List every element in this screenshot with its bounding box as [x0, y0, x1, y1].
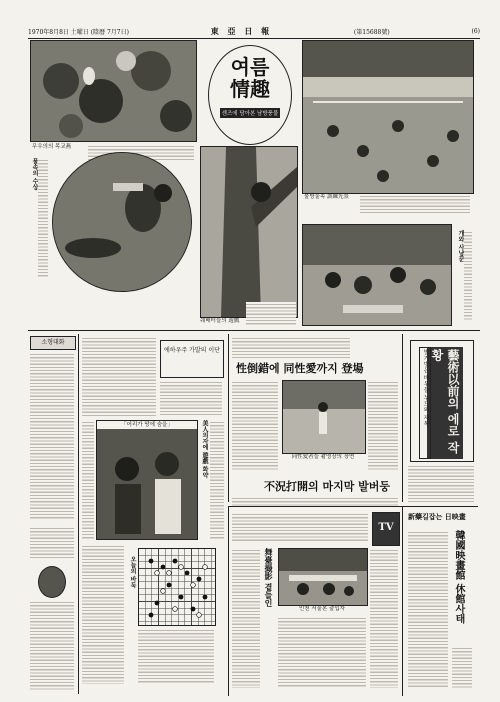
lotus-pond-image: [31, 41, 196, 141]
right-text-2: [452, 646, 472, 688]
article-column-3: [210, 420, 224, 540]
feature-title-top: 여름: [230, 55, 270, 79]
feature-title-bottom: 情趣: [230, 77, 270, 101]
issue-info: 1970年8月8日 土曜日 (陰曆 7月7日): [28, 28, 129, 36]
tv-headline: 舞臺撮影 곁들인: [264, 548, 274, 607]
sport-caption: 同性愛者들 촬영장의 장면: [282, 454, 364, 461]
photo-movie-still: [96, 420, 198, 540]
go-board: [138, 548, 216, 626]
column-rule-3: [402, 334, 403, 502]
edition-info: (第15688號): [353, 28, 390, 36]
photo-performer: [282, 380, 366, 454]
swim-training-image: [303, 41, 473, 193]
stage-image: [279, 549, 367, 605]
performer-image: [283, 381, 365, 453]
movie-still-image: [97, 429, 197, 540]
movie-box-title: 에하우주 가발의 이단: [164, 347, 220, 354]
sidebar-heading: 소형대화: [41, 339, 65, 346]
movie-caption: 「어리가 땅에 숨을」: [97, 421, 197, 429]
tv-text-2: [232, 548, 260, 688]
right-banner-title: 藝術以前의 에로 작황: [427, 347, 463, 459]
feature-subtitle: 센즈에 담아본 남방풍물: [220, 108, 281, 118]
tv-tag-box: [372, 512, 400, 546]
swim-caption-text: [360, 194, 470, 214]
sidebar-heading-box: [30, 336, 76, 350]
dog-caption: 개와 사냥꾼: [457, 230, 464, 263]
column-rule-5: [402, 506, 403, 696]
headline-2: 不況打開의 마지막 발버둥: [264, 480, 391, 493]
tv-text-3: [278, 616, 366, 688]
diver-label: 물속의 수상: [31, 158, 38, 191]
tree-monkey-image: [201, 147, 297, 317]
photo-hunters: [302, 224, 452, 326]
right-text-1: [408, 530, 448, 688]
right-headline: 韓國映畫館 休館사태: [453, 530, 464, 624]
masthead: [28, 24, 480, 39]
diver-caption-text: [38, 158, 48, 278]
photo-tree-monkey: [200, 146, 298, 318]
column-rule-2: [228, 334, 229, 502]
sidebar-text-3: [30, 600, 74, 690]
hunters-image: [303, 225, 451, 325]
article-column-2: [160, 380, 222, 416]
go-stones: [139, 549, 215, 625]
tree-caption-text: [246, 302, 296, 326]
right-banner: [410, 340, 474, 462]
article-column-7: [232, 496, 398, 506]
paper-name: 東 亞 日 報: [210, 25, 273, 36]
diver-image: [53, 153, 191, 291]
tv-tag: TV: [378, 522, 394, 533]
page-number: (6): [471, 27, 480, 35]
right-col-title: 美人의자에 遊戲 화약: [201, 420, 208, 479]
tv-text-1: [232, 512, 368, 542]
article-column-8: [408, 464, 474, 502]
article-column-6: [368, 380, 398, 470]
tv-text-4: [370, 548, 398, 688]
tree-caption: 쉐배터들의 遊戲: [200, 318, 245, 325]
right-banner-subtitle: 벌거벗은 배우들 누드의 제목: [419, 347, 431, 459]
photo-diver: [52, 152, 192, 292]
article-column-4: [82, 420, 94, 540]
sidebar-text-1: [30, 352, 74, 520]
headline-intro-text: [232, 336, 350, 358]
photo-portrait: [38, 566, 66, 598]
go-commentary: [138, 628, 214, 684]
section-divider-mid: [228, 506, 478, 507]
stage-caption: 인천 서울본 출입자: [278, 606, 366, 613]
article-column-5: [232, 380, 278, 470]
section-divider-top: [28, 330, 480, 331]
column-rule-4: [228, 506, 229, 696]
photo-lotus-pond: [30, 40, 197, 142]
movie-box: [160, 340, 224, 378]
photo-stage: [278, 548, 368, 606]
article-column-1: [82, 336, 156, 416]
go-box-title: 오늘의 바둑: [129, 556, 136, 589]
column-rule-1: [78, 334, 79, 694]
right-header: 新藥길잡는 日映畫: [408, 512, 466, 521]
dog-caption-text: [464, 230, 472, 320]
feature-title-badge: [208, 45, 292, 145]
sidebar-text-2: [30, 526, 74, 560]
lotus-caption: 무우의의 목교燕: [32, 144, 84, 151]
article-column-9: [82, 544, 124, 684]
headline-1: 性倒錯에 同性愛까지 登場: [236, 362, 364, 375]
swim-caption: 물방울속 訓練光景: [304, 194, 356, 201]
photo-swim-training: [302, 40, 474, 194]
